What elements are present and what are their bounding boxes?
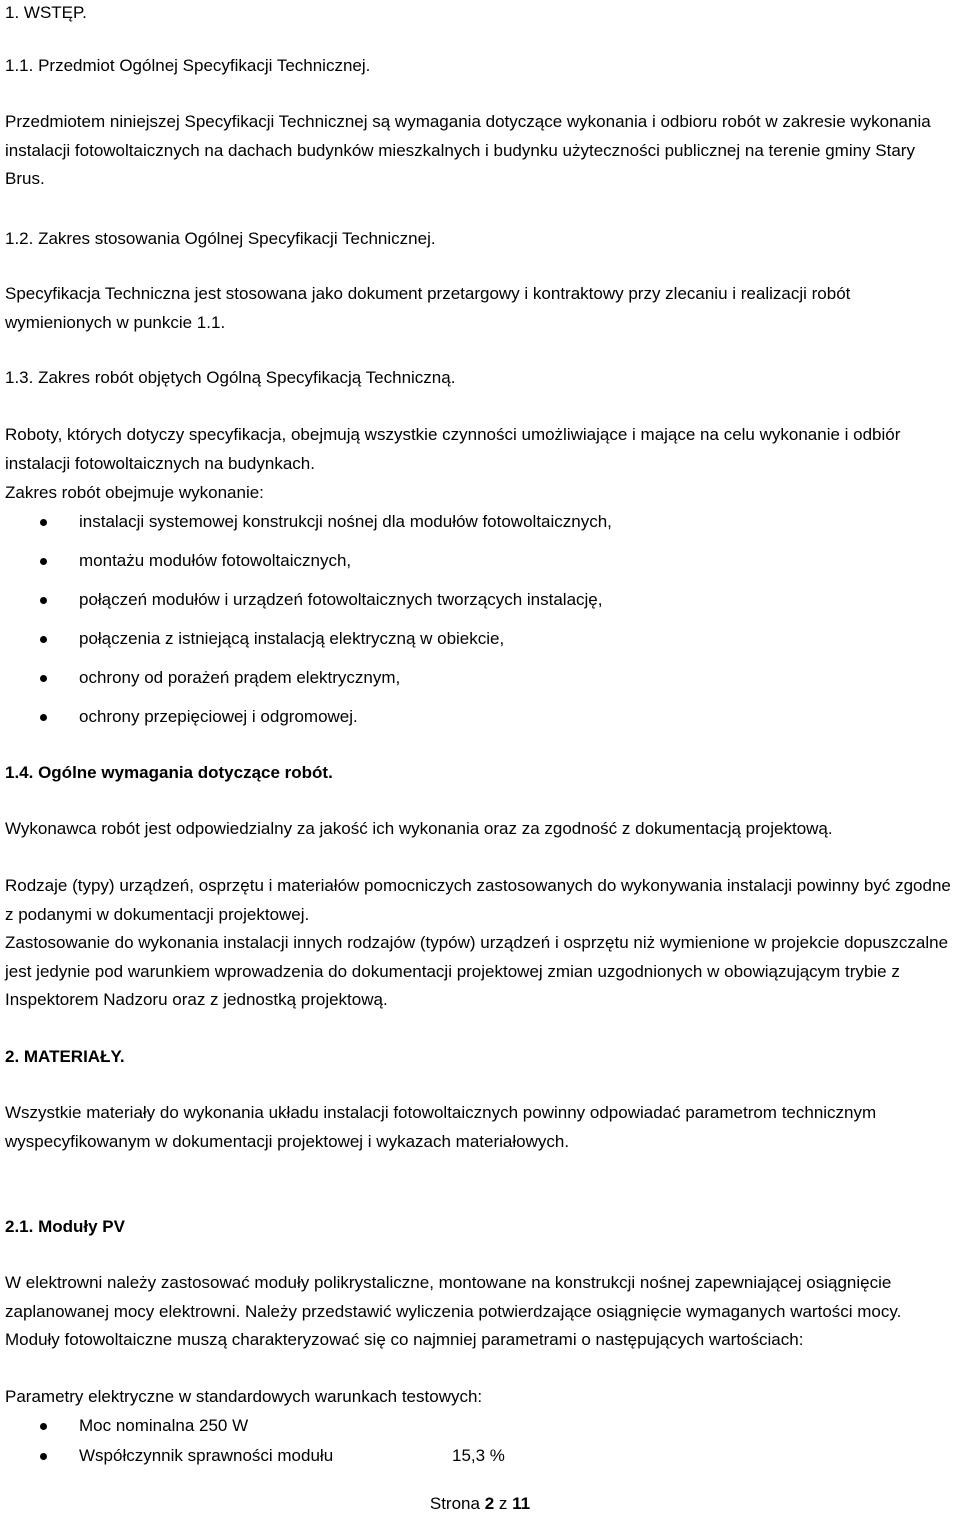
subsection-heading-2-1: 2.1. Moduły PV — [5, 1217, 125, 1236]
bullet-icon — [40, 1423, 47, 1430]
footer-middle: z — [498, 1494, 508, 1513]
paragraph-2-1: W elektrowni należy zastosować moduły polikrystaliczne, montowane na konstrukcji nośnej zapewniającej osiągnięcie zaplanowanej mocy elektrowni. Należy przedstawić wyliczenia potwierdzające osiągnięcie wymaganych wartości mocy. Moduły fotowoltaiczne muszą charakteryzować się co najmniej parametrami o następujących wartościach: — [5, 1273, 902, 1349]
bullet-icon — [40, 714, 47, 721]
paragraph-1-1: Przedmiotem niniejszej Specyfikacji Technicznej są wymagania dotyczące wykonania i odbioru robót w zakresie wykonania instalacji fotowoltaicznych na dachach budynków mieszkalnych i budynku użyteczności publicznej na terenie gminy Stary Brus. — [5, 112, 931, 188]
subsection-heading-1-3: 1.3. Zakres robót objętych Ogólną Specyfikacją Techniczną. — [5, 368, 456, 387]
paragraph-1-2: Specyfikacja Techniczna jest stosowana jako dokument przetargowy i kontraktowy przy zlecaniu i realizacji robót wymienionych w punkcie 1.1. — [5, 284, 851, 332]
params-intro: Parametry elektryczne w standardowych warunkach testowych: — [5, 1387, 483, 1406]
paragraph-1-3: Roboty, których dotyczy specyfikacja, obejmują wszystkie czynności umożliwiające i mające na celu wykonanie i odbiór instalacji fotowoltaicznych na budynkach. — [5, 425, 901, 473]
page-footer — [0, 1492, 960, 1516]
param-value: 15,3 % — [452, 1446, 505, 1465]
section-heading-2: 2. MATERIAŁY. — [5, 1047, 125, 1066]
paragraph-2: Wszystkie materiały do wykonania układu instalacji fotowoltaicznych powinny odpowiadać parametrom technicznym wyspecyfikowanym w dokumentacji projektowej i wykazach materiałowych. — [5, 1103, 877, 1151]
paragraph-1-4-b: Rodzaje (typy) urządzeń, osprzętu i materiałów pomocniczych zastosowanych do wykonywania instalacji powinny być zgodne z podanymi w dokumentacji projektowej. — [5, 876, 951, 924]
section-heading-1: 1. WSTĘP. — [5, 3, 87, 22]
subsection-heading-1-4: 1.4. Ogólne wymagania dotyczące robót. — [5, 763, 333, 782]
bullet-icon — [40, 558, 47, 565]
bullet-icon — [40, 519, 47, 526]
footer-total-pages: 11 — [512, 1494, 531, 1513]
bullet-icon — [40, 597, 47, 604]
bullet-icon — [40, 675, 47, 682]
bullet-icon — [40, 636, 47, 643]
footer-page-number: 2 — [484, 1494, 495, 1513]
paragraph-1-4-a: Wykonawca robót jest odpowiedzialny za jakość ich wykonania oraz za zgodność z dokumentacją projektową. — [5, 819, 833, 838]
paragraph-1-4-c: Zastosowanie do wykonania instalacji innych rodzajów (typów) urządzeń i osprzętu niż wymienione w projekcie dopuszczalne jest jedynie pod warunkiem wprowadzenia do dokumentacji projektowej zmian uzgodnionych w obowiązującym trybie z Inspektorem Nadzoru oraz z jednostką projektową. — [5, 933, 949, 1009]
footer-prefix: Strona — [429, 1494, 480, 1513]
bullet-icon — [40, 1453, 47, 1460]
subsection-heading-1-1: 1.1. Przedmiot Ogólnej Specyfikacji Technicznej. — [5, 56, 371, 75]
scope-intro: Zakres robót obejmuje wykonanie: — [5, 483, 264, 502]
subsection-heading-1-2: 1.2. Zakres stosowania Ogólnej Specyfikacji Technicznej. — [5, 229, 436, 248]
